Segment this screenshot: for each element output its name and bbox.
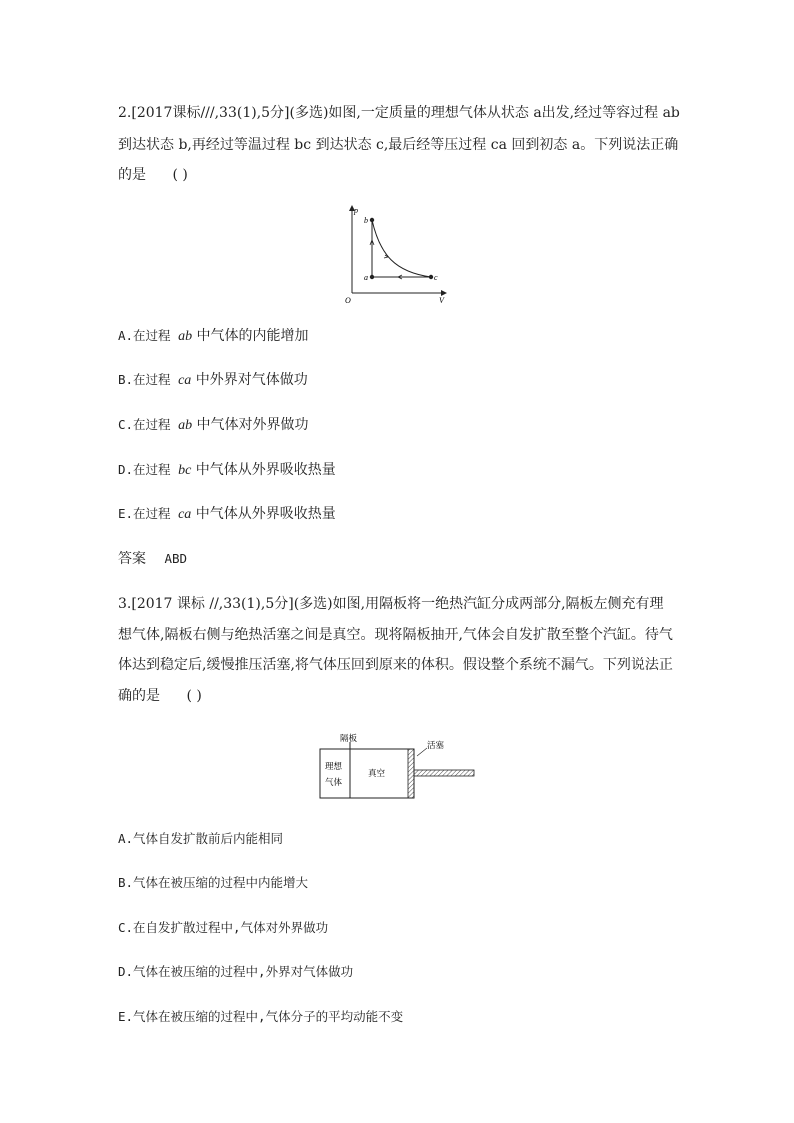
q3-cylinder-diagram: [314, 730, 484, 805]
q2-stem-text: 的是: [118, 167, 146, 183]
q2-pv-diagram: [340, 200, 460, 310]
point-a: [370, 275, 374, 279]
label-gas-1: 理想: [325, 761, 343, 771]
q2-option-e: E.在过程 ca 中气体从外界吸收热量: [118, 506, 336, 522]
q3-stem-line3: 体达到稳定后,缓慢推压活塞,将气体压回到原来的体积。假设整个系统不漏气。下列说法正: [118, 657, 673, 673]
answer-label: 答案: [118, 551, 146, 567]
q2-stem-line1: 2.[2017课标///,33(1),5分](多选)如图,一定质量的理想气体从状态 a出发,经过等容过程 ab: [118, 105, 680, 121]
q3-option-b: B.气体在被压缩的过程中内能增大: [118, 875, 309, 890]
label-vacuum: 真空: [368, 768, 386, 778]
label-piston: 活塞: [427, 740, 445, 750]
label-v: V: [439, 296, 444, 305]
q2-answer: [118, 549, 187, 569]
q3-stem-line2: 想气体,隔板右侧与绝热活塞之间是真空。现将隔板抽开,气体会自发扩散至整个汽缸。待气: [118, 627, 673, 643]
piston-leader: [417, 748, 427, 756]
point-c: [429, 275, 433, 279]
label-partition: 隔板: [340, 733, 358, 743]
q3-stem-text: 确的是: [118, 688, 160, 704]
piston-rod: [414, 770, 474, 776]
q3-stem-line1: 3.[2017 课标 //,33(1),5分](多选)如图,用隔板将一绝热汽缸分成两部分,隔板左侧充有理: [118, 596, 664, 612]
q2-stem-line3: [118, 165, 188, 185]
answer-value: ABD: [164, 551, 188, 566]
label-c: c: [434, 273, 438, 282]
q3-stem-line4: [118, 686, 202, 706]
label-b: b: [364, 216, 368, 225]
q2-option-a: A.在过程 ab 中气体的内能增加: [118, 328, 309, 344]
q3-option-c: C.在自发扩散过程中,气体对外界做功: [118, 920, 329, 935]
piston: [408, 749, 414, 798]
label-p: p: [354, 206, 358, 215]
q2-option-d: D.在过程 bc 中气体从外界吸收热量: [118, 462, 336, 478]
q2-stem-line2: 到达状态 b,再经过等温过程 bc 到达状态 c,最后经等压过程 ca 回到初态 a。下列说法正确: [118, 137, 679, 153]
label-o: O: [345, 296, 351, 305]
q2-option-b: B.在过程 ca 中外界对气体做功: [118, 372, 308, 388]
process-bc: [372, 220, 431, 277]
q3-option-d: D.气体在被压缩的过程中,外界对气体做功: [118, 964, 354, 979]
label-gas-2: 气体: [325, 777, 343, 787]
q3-option-a: A.气体自发扩散前后内能相同: [118, 831, 284, 846]
q3-option-e: E.气体在被压缩的过程中,气体分子的平均动能不变: [118, 1009, 404, 1024]
q2-option-c: C.在过程 ab 中气体对外界做功: [118, 417, 309, 433]
cylinder-body: [320, 749, 414, 798]
q2-answer-paren: ( ): [172, 167, 188, 183]
label-a: a: [364, 273, 368, 282]
point-b: [370, 218, 374, 222]
q3-answer-paren: ( ): [186, 688, 202, 704]
